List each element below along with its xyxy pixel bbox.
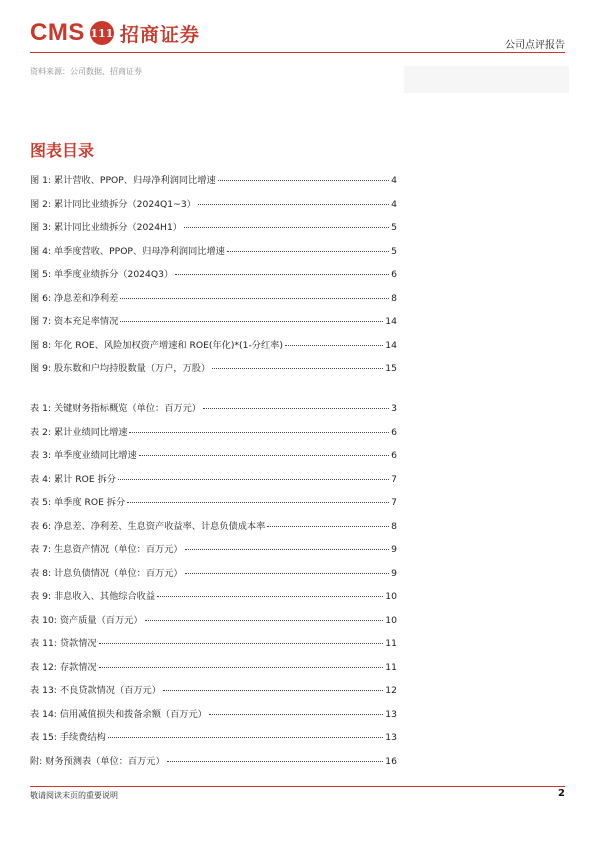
entry-prefix: 表 10: [30, 614, 57, 626]
entry-prefix: 表 13: [30, 685, 57, 696]
toc-entry-figure-5[interactable] [30, 266, 397, 290]
entry-page: 11 [385, 661, 397, 673]
entry-prefix: 表 12: [30, 661, 57, 673]
entry-title: 单季度 ROE 拆分 [53, 497, 126, 508]
entry-prefix: 表 5: [30, 497, 52, 508]
entry-title: 信用减值损失和拨备余额（百万元） [59, 708, 207, 720]
entry-title: 单季度营收、PPOP、归母净利润同比增速 [53, 245, 225, 257]
entry-title: 手续费结构 [59, 732, 106, 743]
dot-leader [108, 737, 384, 738]
entry-title: 不良贷款情况（百万元） [59, 685, 161, 696]
entry-title: 关键财务指标概览（单位：百万元） [53, 403, 201, 414]
toc-entry-figure-2[interactable] [30, 196, 397, 220]
dot-leader [184, 227, 389, 228]
entry-title: 存款情况 [59, 661, 97, 673]
dot-leader [139, 455, 389, 456]
entry-prefix: 图 6: [30, 292, 52, 304]
entry-page: 6 [391, 269, 397, 280]
dot-leader [185, 549, 390, 550]
table-list [30, 400, 397, 776]
entry-prefix: 表 7: [30, 544, 52, 555]
toc-entry-table-4[interactable] [30, 471, 397, 495]
dot-leader [203, 408, 389, 409]
entry-title: 资产质量（百万元） [59, 614, 143, 626]
toc-entry-table-3[interactable] [30, 447, 397, 471]
entry-page: 10 [385, 614, 397, 626]
entry-prefix: 图 9: [30, 363, 52, 374]
entry-title: 贷款情况 [59, 638, 97, 649]
entry-prefix: 图 7: [30, 316, 52, 327]
dot-leader [163, 690, 383, 691]
entry-page: 4 [391, 175, 397, 186]
dot-leader [185, 573, 390, 574]
entry-title: 累计同比业绩拆分（2024H1） [53, 222, 182, 233]
entry-page: 8 [391, 520, 397, 532]
entry-title: 累计业绩同比增速 [53, 426, 128, 438]
dot-leader [120, 298, 389, 299]
entry-page: 6 [391, 426, 397, 438]
dot-leader [285, 345, 383, 346]
entry-page: 9 [391, 544, 397, 555]
entry-page: 6 [391, 450, 397, 461]
toc-entry-table-15[interactable] [30, 729, 397, 753]
entry-prefix: 表 4: [30, 473, 52, 485]
toc-entry-figure-7[interactable] [30, 313, 397, 337]
entry-title: 财务预测表（单位：百万元） [45, 755, 165, 767]
toc-entry-table-14[interactable] [30, 706, 397, 730]
toc-entry-figure-9[interactable] [30, 360, 397, 384]
toc-entry-figure-4[interactable] [30, 243, 397, 267]
dot-leader [218, 180, 389, 181]
entry-title: 净息差和净利差 [53, 292, 119, 304]
entry-page: 13 [385, 732, 397, 743]
entry-prefix: 图 8: [30, 339, 52, 351]
entry-title: 股东数和户均持股数量（万户，万股） [53, 363, 211, 374]
entry-page: 5 [391, 222, 397, 233]
toc-entry-figure-6[interactable] [30, 290, 397, 314]
dot-leader [129, 432, 389, 433]
entry-prefix: 图 2: [30, 198, 52, 210]
entry-prefix: 表 6: [30, 520, 52, 532]
entry-page: 3 [391, 403, 397, 414]
entry-page: 7 [391, 497, 397, 508]
logo-latin: CMS [30, 19, 85, 46]
entry-prefix: 表 9: [30, 591, 52, 602]
entry-title: 年化 ROE、风险加权资产增速和 ROE(年化)*(1-分红率) [53, 339, 283, 351]
toc-entry-table-8[interactable] [30, 565, 397, 589]
entry-page: 13 [385, 708, 397, 720]
entry-title: 累计营收、PPOP、归母净利润同比增速 [53, 175, 216, 186]
toc-entry-table-5[interactable] [30, 494, 397, 518]
toc-entry-table-13[interactable] [30, 682, 397, 706]
toc-entry-figure-1[interactable] [30, 172, 397, 196]
toc-entry-table-6[interactable] [30, 518, 397, 542]
toc-entry-figure-3[interactable] [30, 219, 397, 243]
dot-leader [99, 643, 384, 644]
entry-page: 5 [391, 245, 397, 257]
toc-entry-table-2[interactable] [30, 424, 397, 448]
entry-prefix: 表 1: [30, 403, 52, 414]
company-logo [30, 18, 200, 48]
entry-prefix: 图 1: [30, 175, 52, 186]
toc-entry-table-7[interactable] [30, 541, 397, 565]
toc-entry-appendix[interactable] [30, 753, 397, 777]
dot-leader [99, 667, 384, 668]
dot-leader [175, 274, 389, 275]
toc-entry-table-12[interactable] [30, 659, 397, 683]
entry-prefix: 表 14: [30, 708, 57, 720]
figure-list [30, 172, 397, 384]
dot-leader [212, 368, 383, 369]
entry-prefix: 表 11: [30, 638, 57, 649]
entry-title: 非息收入、其他综合收益 [53, 591, 156, 602]
dot-leader [127, 502, 389, 503]
entry-page: 10 [385, 591, 397, 602]
entry-title: 累计 ROE 拆分 [53, 473, 116, 485]
entry-prefix: 表 15: [30, 732, 57, 743]
toc-entry-table-1[interactable] [30, 400, 397, 424]
toc-entry-figure-8[interactable] [30, 337, 397, 361]
entry-prefix: 表 2: [30, 426, 52, 438]
source-note: 资料来源：公司数据、招商证券 [30, 67, 142, 76]
entry-page: 4 [391, 198, 397, 210]
dot-leader [209, 714, 383, 715]
entry-page: 8 [391, 292, 397, 304]
entry-title: 生息资产情况（单位：百万元） [53, 544, 183, 555]
entry-title: 计息负债情况（单位：百万元） [53, 567, 183, 579]
source-shaded-box [404, 66, 569, 93]
toc-title: 图表目录 [30, 141, 95, 160]
entry-prefix: 图 5: [30, 269, 52, 280]
entry-page: 14 [385, 316, 397, 327]
entry-title: 累计同比业绩拆分（2024Q1~3） [53, 198, 196, 210]
header-divider [30, 52, 565, 53]
toc-entry-table-9[interactable] [30, 588, 397, 612]
logo-badge-icon: 111 [90, 21, 114, 45]
entry-prefix: 附: [30, 755, 43, 767]
entry-title: 单季度业绩拆分（2024Q3） [53, 269, 174, 280]
page-number: 2 [558, 788, 565, 799]
dot-leader [145, 620, 384, 621]
entry-title: 净息差、净利差、生息资产收益率、计息负债成本率 [53, 520, 266, 532]
entry-prefix: 图 4: [30, 245, 52, 257]
dot-leader [267, 526, 389, 527]
toc-entry-table-10[interactable] [30, 612, 397, 636]
logo-chinese: 招商证券 [119, 23, 200, 46]
dot-leader [227, 251, 389, 252]
dot-leader [157, 596, 383, 597]
entry-page: 11 [385, 638, 397, 649]
entry-page: 14 [385, 339, 397, 351]
entry-title: 单季度业绩同比增速 [53, 450, 137, 461]
entry-title: 资本充足率情况 [53, 316, 119, 327]
dot-leader [120, 321, 383, 322]
toc-entry-table-11[interactable] [30, 635, 397, 659]
entry-prefix: 图 3: [30, 222, 52, 233]
footer-divider [30, 786, 565, 787]
dot-leader [167, 761, 384, 762]
dot-leader [198, 204, 389, 205]
entry-page: 16 [385, 755, 397, 767]
entry-page: 7 [391, 473, 397, 485]
entry-page: 9 [391, 567, 397, 579]
entry-page: 15 [385, 363, 397, 374]
footer-disclaimer: 敬请阅读末页的重要说明 [30, 791, 118, 800]
entry-prefix: 表 3: [30, 450, 52, 461]
dot-leader [118, 479, 389, 480]
entry-prefix: 表 8: [30, 567, 52, 579]
document-type: 公司点评报告 [505, 40, 565, 51]
entry-page: 12 [385, 685, 397, 696]
